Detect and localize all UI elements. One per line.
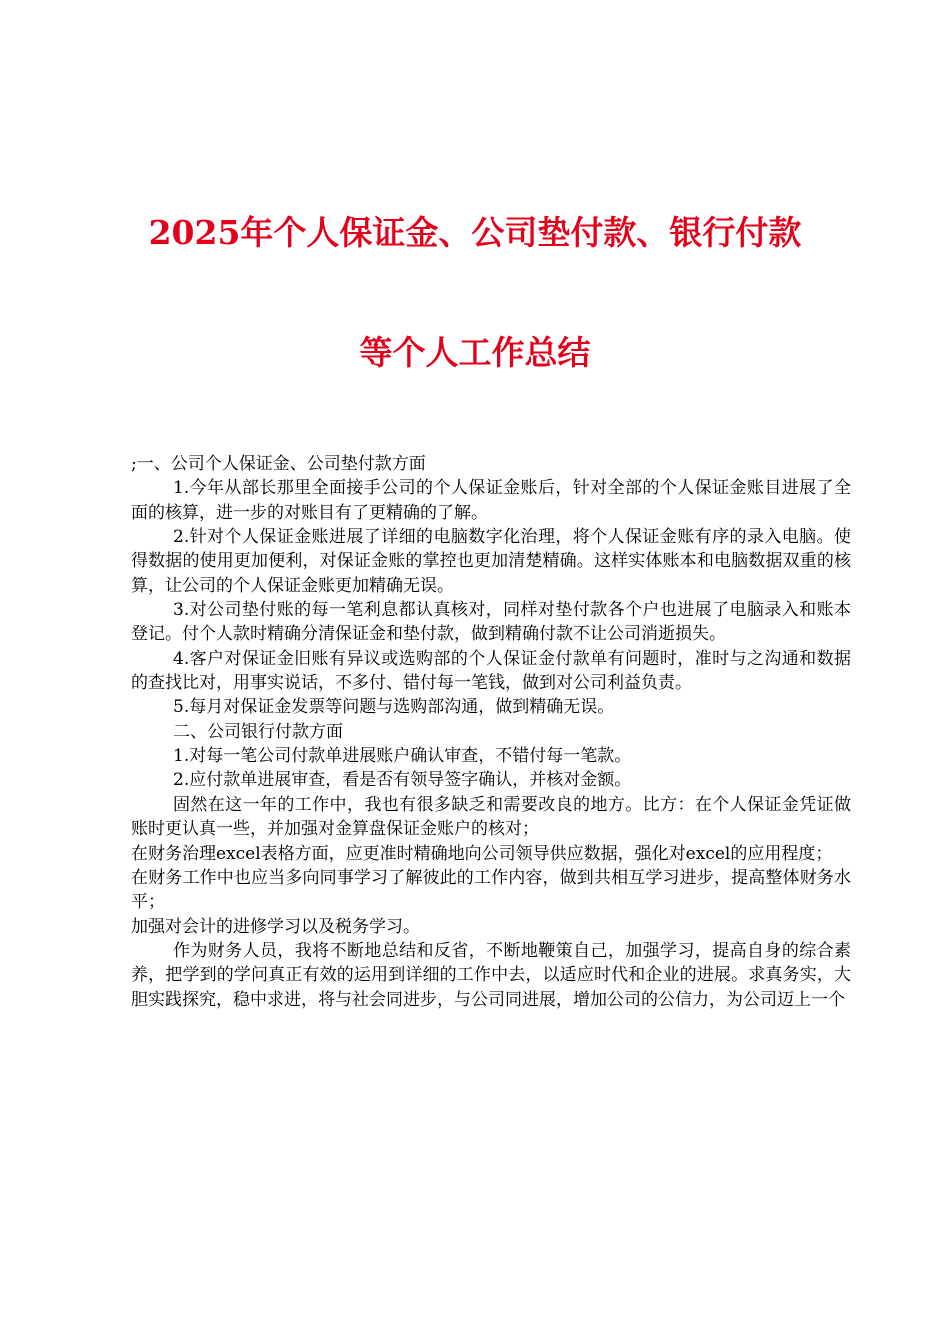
paragraph: 在财务工作中也应当多向同事学习了解彼此的工作内容，做到共相互学习进步，提高整体财务水平； — [131, 867, 851, 913]
paragraph: 1.今年从部长那里全面接手公司的个人保证金账后，针对全部的个人保证金账目进展了全面的核算，进一步的对账目有了更精确的了解。 — [131, 478, 851, 523]
document-body — [131, 452, 851, 1012]
paragraph: 作为财务人员，我将不断地总结和反省，不断地鞭策自己，加强学习，提高自身的综合素养，把学到的学问真正有效的运用到详细的工作中去，以适应时代和企业的进展。求真务实，大胆实践探究，稳中求进，将与社会同进步，与公司同进展，增加公司的公信力，为公司迈上一个 — [131, 940, 851, 1010]
paragraph: 5.每月对保证金发票等问题与选购部沟通，做到精确无误。 — [173, 697, 615, 718]
paragraph: 3.对公司垫付账的每一笔利息都认真核对，同样对垫付款各个户也进展了电脑录入和账本登记。付个人款时精确分清保证金和垫付款，做到精确付款不让公司消逝损失。 — [131, 600, 851, 645]
document-title-line-2: 等个人工作总结 — [359, 333, 591, 372]
paragraph: 2.应付款单进展审查，看是否有领导签字确认，并核对金额。 — [173, 770, 632, 791]
document-title-line-1: 2025年个人保证金、公司垫付款、银行付款 — [148, 213, 802, 252]
paragraph: ;一、公司个人保证金、公司垫付款方面 — [131, 454, 426, 474]
paragraph: 1.对每一笔公司付款单进展账户确认审查，不错付每一笔款。 — [173, 746, 632, 767]
paragraph: 在财务治理excel表格方面，应更准时精确地向公司领导供应数据，强化对excel的应用程度； — [131, 843, 833, 864]
section-heading: 二、公司银行付款方面 — [173, 721, 343, 742]
paragraph: 加强对会计的进修学习以及税务学习。 — [131, 916, 420, 937]
paragraph: 4.客户对保证金旧账有异议或选购部的个人保证金付款单有问题时，准时与之沟通和数据的查找比对，用事实说话，不多付、错付每一笔钱，做到对公司利益负责。 — [131, 648, 851, 694]
paragraph: 固然在这一年的工作中，我也有很多缺乏和需要改良的地方。比方：在个人保证金凭证做账时更认真一些，并加强对金算盘保证金账户的核对； — [131, 794, 851, 840]
paragraph: 2.针对个人保证金账进展了详细的电脑数字化治理，将个人保证金账有序的录入电脑。使得数据的使用更加便利，对保证金账的掌控也更加清楚精确。这样实体账本和电脑数据双重的核算，让公司的个人保证金账更加精确无误。 — [131, 527, 851, 596]
